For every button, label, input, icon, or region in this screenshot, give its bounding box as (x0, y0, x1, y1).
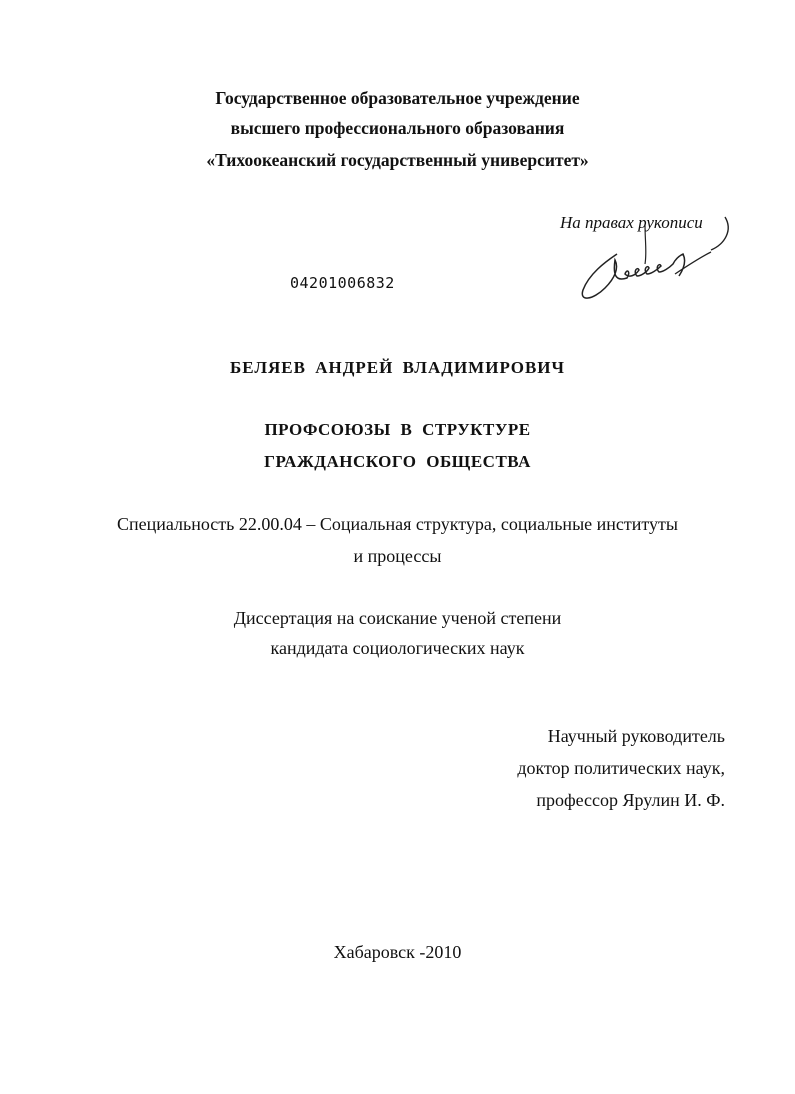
supervisor-degree: доктор политических наук, (517, 758, 725, 778)
author-name: БЕЛЯЕВ АНДРЕЙ ВЛАДИМИРОВИЧ (230, 358, 565, 377)
supervisor-label: Научный руководитель (547, 726, 725, 746)
supervisor-name: профессор Ярулин И. Ф. (536, 790, 725, 810)
specialty-line-2: и процессы (353, 546, 442, 566)
manuscript-note: На правах рукописи (560, 213, 703, 232)
dissertation-title-line-1: ПРОФСОЮЗЫ В СТРУКТУРЕ (264, 420, 531, 439)
degree-line-1: Диссертация на соискание ученой степени (233, 608, 562, 628)
document-code: 04201006832 (290, 274, 395, 292)
dissertation-title-line-2: ГРАЖДАНСКОГО ОБЩЕСТВА (264, 452, 531, 471)
institution-line-1: Государственное образовательное учреждение (215, 88, 580, 108)
specialty-line-1: Специальность 22.00.04 – Социальная структура, социальные институты (116, 514, 678, 534)
city-year: Хабаровск -2010 (333, 942, 462, 962)
institution-line-2: высшего профессионального образования (230, 118, 565, 138)
institution-line-3: «Тихоокеанский государственный университет» (206, 150, 589, 170)
handwritten-signature (575, 212, 735, 307)
degree-line-2: кандидата социологических наук (270, 638, 525, 658)
